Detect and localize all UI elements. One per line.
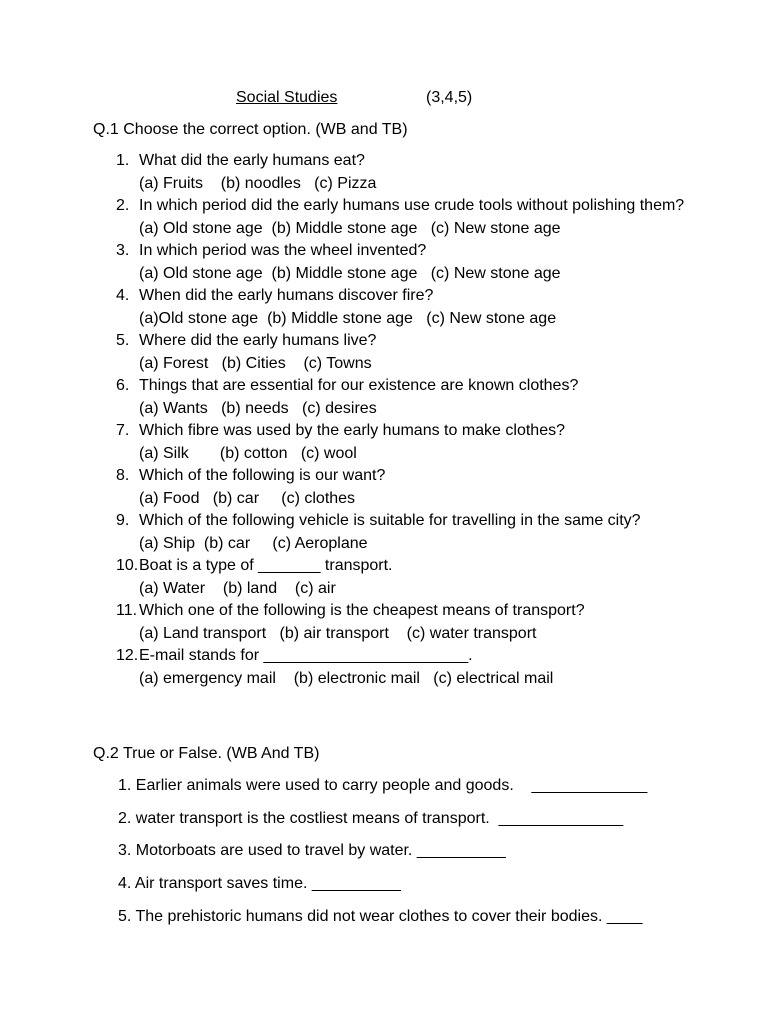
question-number: 1. <box>116 152 130 169</box>
mcq-item <box>116 240 716 285</box>
question-options: (a) Water (b) land (c) air <box>139 579 336 597</box>
question-text: Which one of the following is the cheapest means of transport? <box>139 602 585 619</box>
mcq-item <box>116 285 716 330</box>
question-text: Things that are essential for our existence are known clothes? <box>139 377 579 394</box>
question-text: Where did the early humans live? <box>139 332 377 349</box>
question-text: What did the early humans eat? <box>139 152 365 169</box>
question-number: 4. <box>116 287 130 304</box>
true-false-item: 3. Motorboats are used to travel by water. __________ <box>118 842 506 860</box>
question-options: (a) Forest (b) Cities (c) Towns <box>139 354 372 372</box>
question-number: 11. <box>116 602 138 619</box>
question-text: E-mail stands for _______________________. <box>139 647 473 664</box>
question-number: 12. <box>116 647 139 664</box>
true-false-list <box>118 775 738 938</box>
question-text: Which of the following is our want? <box>139 467 386 484</box>
question-options: (a) Food (b) car (c) clothes <box>139 489 356 507</box>
question-text: Which of the following vehicle is suitable for travelling in the same city? <box>139 512 641 529</box>
question-text: In which period was the wheel invented? <box>139 242 427 259</box>
mcq-item <box>116 600 716 645</box>
question-options: (a) Wants (b) needs (c) desires <box>139 399 377 417</box>
true-false-item: 1. Earlier animals were used to carry people and goods. _____________ <box>118 777 648 794</box>
question-number: 10. <box>116 557 139 574</box>
true-false-item: 2. water transport is the costliest means of transport. ______________ <box>118 809 624 827</box>
q1-heading: Q.1 Choose the correct option. (WB and TB) <box>93 121 408 138</box>
question-options: (a) Old stone age (b) Middle stone age (c) New stone age <box>139 264 561 282</box>
true-false-item: 4. Air transport saves time. __________ <box>118 875 401 893</box>
question-options: (a) emergency mail (b) electronic mail (c) electrical mail <box>139 669 554 687</box>
mcq-item <box>116 330 716 375</box>
question-number: 3. <box>116 242 130 259</box>
mcq-item <box>116 465 716 510</box>
mcq-item <box>116 510 716 555</box>
mcq-item <box>116 195 716 240</box>
question-number: 8. <box>116 467 130 484</box>
mcq-item <box>116 375 716 420</box>
subject-title: Social Studies <box>236 89 338 106</box>
question-options: (a) Land transport (b) air transport (c) water transport <box>139 624 537 642</box>
title-row <box>0 87 768 109</box>
question-number: 5. <box>116 332 130 349</box>
mcq-item <box>116 150 716 195</box>
question-options: (a) Old stone age (b) Middle stone age (c) New stone age <box>139 219 561 237</box>
question-options: (a) Fruits (b) noodles (c) Pizza <box>139 174 377 192</box>
question-number: 2. <box>116 197 130 214</box>
mcq-list <box>116 150 716 690</box>
question-number: 7. <box>116 422 130 439</box>
grade-levels: (3,4,5) <box>426 89 473 106</box>
question-text: When did the early humans discover fire? <box>139 287 434 304</box>
question-number: 9. <box>116 512 130 529</box>
question-number: 6. <box>116 377 130 394</box>
mcq-item <box>116 555 716 600</box>
question-text: Which fibre was used by the early humans to make clothes? <box>139 422 565 439</box>
question-options: (a) Silk (b) cotton (c) wool <box>139 444 357 462</box>
question-options: (a) Ship (b) car (c) Aeroplane <box>139 534 368 552</box>
q2-heading: Q.2 True or False. (WB And TB) <box>93 745 320 762</box>
mcq-item <box>116 420 716 465</box>
true-false-item: 5. The prehistoric humans did not wear clothes to cover their bodies. ____ <box>118 907 643 925</box>
question-text: In which period did the early humans use crude tools without polishing them? <box>139 197 685 214</box>
question-options: (a)Old stone age (b) Middle stone age (c) New stone age <box>139 309 557 327</box>
mcq-item <box>116 645 716 690</box>
question-text: Boat is a type of _______ transport. <box>139 557 393 574</box>
